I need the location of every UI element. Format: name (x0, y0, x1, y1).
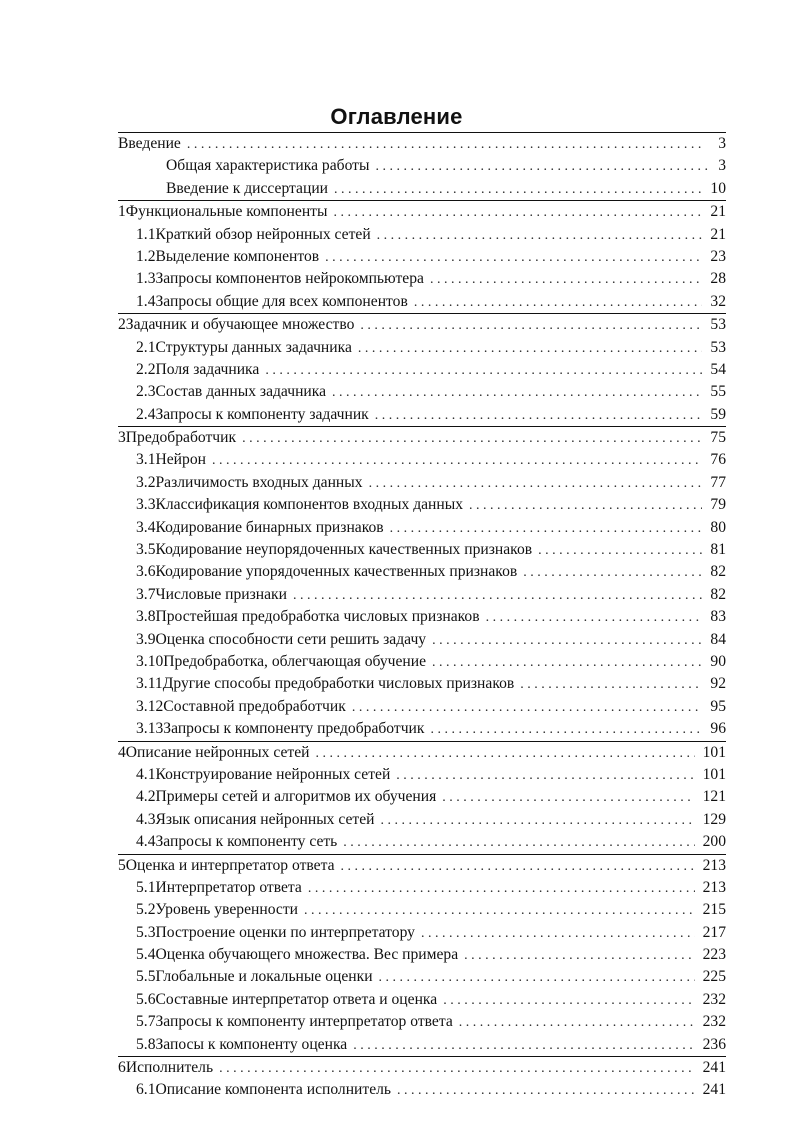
toc-number: 2 (118, 316, 126, 334)
toc-leader-dots (369, 473, 703, 495)
toc-title[interactable]: Запросы к компоненту интерпретатор ответа (155, 1013, 453, 1031)
toc-chapter-row[interactable] (118, 426, 726, 449)
toc-title[interactable]: Уровень уверенности (155, 901, 298, 919)
toc-number: 3.6 (136, 563, 156, 581)
toc-title[interactable]: Запросы к компоненту сеть (155, 833, 338, 851)
toc-page-number: 3 (718, 135, 726, 152)
toc-leader-dots (379, 967, 695, 989)
toc-page-number: 225 (702, 968, 726, 986)
toc-entry (136, 944, 726, 966)
toc-row[interactable] (118, 381, 726, 403)
toc-entry (136, 764, 726, 786)
toc-page-number: 95 (710, 697, 726, 715)
toc-entry (118, 1057, 726, 1079)
toc-leader-dots (352, 697, 703, 719)
toc-row[interactable] (118, 133, 726, 155)
toc-leader-dots (353, 1035, 694, 1057)
toc-entry (136, 246, 726, 268)
toc-title[interactable]: Запросы общие для всех компонентов (155, 292, 408, 310)
toc-chapter-row[interactable] (118, 200, 726, 223)
toc-number: 3.13 (136, 720, 164, 738)
toc-number: 6 (118, 1059, 126, 1077)
toc-entry (136, 989, 726, 1011)
toc-page-number: 79 (710, 496, 726, 514)
toc-title[interactable]: Построение оценки по интерпретатору (155, 923, 415, 941)
toc-row[interactable] (118, 449, 726, 471)
toc-number: 5.3 (136, 923, 156, 941)
toc-row[interactable] (118, 877, 726, 899)
toc-leader-dots (430, 269, 702, 291)
toc-entry (136, 494, 726, 516)
toc-row[interactable] (118, 359, 726, 381)
toc-row[interactable] (118, 809, 726, 831)
toc-entry (118, 314, 726, 336)
toc-title[interactable]: Кодирование бинарных признаков (155, 518, 384, 536)
toc-title[interactable]: Классификация компонентов входных данных (155, 496, 464, 514)
toc-leader-dots (375, 405, 703, 427)
toc-leader-dots (333, 202, 702, 224)
toc-row[interactable] (118, 989, 726, 1011)
toc-row[interactable] (118, 1011, 726, 1033)
toc-title[interactable]: Состав данных задачника (155, 383, 327, 401)
toc-entry (118, 201, 726, 223)
toc-title[interactable]: Язык описания нейронных сетей (155, 810, 375, 828)
toc-page-number: 10 (710, 179, 726, 197)
toc-page-number: 80 (710, 518, 726, 536)
toc-title[interactable]: Функциональные компоненты (125, 203, 328, 221)
toc-title[interactable]: Предобработка, облегчающая обучение (163, 652, 427, 670)
toc-entry (118, 133, 726, 155)
toc-entry (118, 427, 726, 449)
toc-leader-dots (360, 315, 702, 337)
toc-number: 2.2 (136, 360, 156, 378)
toc-number: 3.5 (136, 541, 156, 559)
toc-page-number: 59 (710, 405, 726, 423)
toc-number: 3.12 (136, 697, 164, 715)
toc-entry (136, 404, 726, 426)
toc-leader-dots (187, 134, 702, 156)
toc-page-number: 232 (702, 990, 726, 1008)
toc-page-number: 121 (702, 788, 726, 806)
toc-chapter-row[interactable] (118, 1056, 726, 1079)
toc-title[interactable]: Запросы к компоненту задачник (155, 405, 369, 423)
toc-leader-dots (464, 945, 694, 967)
toc-page-number: 101 (702, 743, 726, 761)
toc-number: 3.7 (136, 585, 156, 603)
toc-row[interactable] (118, 1034, 726, 1056)
toc-title[interactable]: Числовые признаки (155, 585, 287, 603)
toc-row[interactable] (118, 606, 726, 628)
toc-page-number: 83 (710, 608, 726, 626)
toc-number: 3.8 (136, 608, 156, 626)
toc-row[interactable] (118, 696, 726, 718)
toc-title[interactable]: Простейшая предобработка числовых признаков (155, 608, 480, 626)
toc-title[interactable]: Кодирование упорядоченных качественных признаков (155, 563, 518, 581)
toc-page-number: 21 (710, 203, 726, 221)
toc-leader-dots (377, 225, 703, 247)
toc-entry (166, 155, 726, 177)
toc-title[interactable]: Общая характеристика работы (166, 157, 370, 175)
toc-number: 3.3 (136, 496, 156, 514)
toc-row[interactable] (118, 786, 726, 808)
toc-row[interactable] (118, 966, 726, 988)
toc-number: 3.10 (136, 652, 164, 670)
toc-entry (136, 268, 726, 290)
toc-number: 3.11 (136, 675, 163, 693)
toc-page-number: 92 (710, 675, 726, 693)
toc-row[interactable] (118, 224, 726, 246)
toc-number: 5.6 (136, 990, 156, 1008)
toc-number: 4.4 (136, 833, 156, 851)
toc-entry (136, 359, 726, 381)
toc-page-number: 82 (710, 585, 726, 603)
toc-title[interactable]: Описание нейронных сетей (125, 743, 310, 761)
toc-leader-dots (242, 428, 702, 450)
toc-leader-dots (293, 585, 702, 607)
toc-page-number: 101 (702, 765, 726, 783)
toc-page-number: 23 (710, 247, 726, 265)
toc-leader-dots (212, 450, 702, 472)
toc-title[interactable]: Поля задачника (155, 360, 260, 378)
toc-leader-dots (486, 607, 703, 629)
toc-entry (136, 539, 726, 561)
toc-entry (136, 673, 726, 695)
toc-leader-dots (397, 1080, 695, 1102)
toc-title[interactable]: Запосы к компоненту оценка (155, 1035, 348, 1053)
toc-title[interactable]: Введение (118, 135, 181, 152)
toc-entry (136, 718, 726, 740)
toc-leader-dots (430, 719, 702, 741)
toc-number: 4 (118, 743, 126, 761)
toc-entry (136, 472, 726, 494)
toc-chapter-row[interactable] (118, 313, 726, 336)
toc-leader-dots (414, 292, 703, 314)
page-title: Оглавление (330, 104, 463, 129)
toc-entry (136, 899, 726, 921)
toc-row[interactable] (118, 718, 726, 740)
toc-title[interactable]: Структуры данных задачника (155, 338, 352, 356)
toc-leader-dots (396, 765, 694, 787)
toc-entry (136, 606, 726, 628)
toc-number: 6.1 (136, 1081, 156, 1099)
toc-row[interactable] (118, 629, 726, 651)
toc-title[interactable]: Другие способы предобработки числовых признаков (162, 675, 515, 693)
toc-number: 2.1 (136, 338, 156, 356)
toc-number: 1 (118, 203, 126, 221)
toc-row[interactable] (118, 337, 726, 359)
toc-page-number: 21 (710, 225, 726, 243)
toc-leader-dots (390, 518, 703, 540)
toc-row[interactable] (118, 178, 726, 200)
toc-row[interactable] (118, 673, 726, 695)
toc-leader-dots (325, 247, 702, 269)
toc-page-number: 77 (710, 473, 726, 491)
toc-entry (136, 291, 726, 313)
table-of-contents (118, 132, 726, 1102)
toc-leader-dots (432, 652, 702, 674)
toc-title[interactable]: Различимость входных данных (155, 473, 363, 491)
toc-leader-dots (308, 878, 695, 900)
toc-leader-dots (538, 540, 702, 562)
toc-leader-dots (459, 1012, 695, 1034)
toc-row[interactable] (118, 494, 726, 516)
toc-row[interactable] (118, 246, 726, 268)
toc-number: 1.4 (136, 292, 156, 310)
toc-number: 3.9 (136, 630, 156, 648)
toc-page-number: 32 (710, 292, 726, 310)
toc-title[interactable]: Составной предобработчик (163, 697, 346, 715)
toc-number: 5.1 (136, 878, 156, 896)
toc-title[interactable]: Оценка способности сети решить задачу (155, 630, 427, 648)
toc-entry (136, 831, 726, 853)
toc-page-number: 213 (702, 856, 726, 874)
toc-number: 4.3 (136, 810, 156, 828)
toc-number: 5.8 (136, 1035, 156, 1053)
toc-row[interactable] (118, 764, 726, 786)
toc-entry (136, 224, 726, 246)
toc-entry (136, 1034, 726, 1056)
toc-leader-dots (520, 674, 702, 696)
toc-leader-dots (334, 179, 702, 201)
toc-number: 5.4 (136, 946, 156, 964)
toc-row[interactable] (118, 584, 726, 606)
toc-chapter-row[interactable] (118, 741, 726, 764)
toc-title[interactable]: Оценка и интерпретатор ответа (125, 856, 335, 874)
toc-row[interactable] (118, 404, 726, 426)
toc-page-number: 75 (710, 429, 726, 447)
toc-page-number: 84 (710, 630, 726, 648)
toc-title[interactable]: Краткий обзор нейронных сетей (155, 225, 371, 243)
toc-number: 3.1 (136, 451, 156, 469)
toc-entry (136, 696, 726, 718)
toc-entry (136, 1011, 726, 1033)
toc-entry (136, 629, 726, 651)
toc-leader-dots (341, 856, 695, 878)
toc-leader-dots (304, 900, 695, 922)
toc-page-number: 217 (702, 923, 726, 941)
toc-leader-dots (219, 1058, 695, 1080)
toc-page-number: 241 (702, 1081, 726, 1099)
toc-leader-dots (469, 495, 702, 517)
toc-leader-dots (265, 360, 702, 382)
toc-leader-dots (443, 990, 694, 1012)
toc-page-number: 28 (710, 270, 726, 288)
toc-number: 4.1 (136, 765, 156, 783)
toc-leader-dots (375, 156, 707, 178)
toc-number: 5.2 (136, 901, 156, 919)
toc-entry (136, 809, 726, 831)
toc-page-number: 90 (710, 652, 726, 670)
toc-page-number: 53 (710, 338, 726, 356)
toc-title[interactable]: Оценка обучающего множества. Вес примера (155, 946, 459, 964)
toc-title[interactable]: Предобработчик (125, 429, 237, 447)
toc-page-number: 236 (702, 1035, 726, 1053)
toc-page-number: 96 (710, 720, 726, 738)
toc-leader-dots (432, 630, 702, 652)
toc-number: 1.2 (136, 247, 156, 265)
toc-entry (118, 742, 726, 764)
toc-page-number: 215 (702, 901, 726, 919)
toc-title[interactable]: Выделение компонентов (155, 247, 320, 265)
toc-row[interactable] (118, 944, 726, 966)
toc-page-number: 81 (710, 541, 726, 559)
toc-number: 3 (118, 429, 126, 447)
toc-entry (136, 381, 726, 403)
toc-title[interactable]: Запросы компонентов нейрокомпьютера (155, 270, 424, 288)
toc-row[interactable] (118, 517, 726, 539)
toc-entry (136, 584, 726, 606)
toc-page-number: 82 (710, 563, 726, 581)
toc-title[interactable]: Глобальные и локальные оценки (155, 968, 373, 986)
toc-title[interactable]: Запросы к компоненту предобработчик (163, 720, 425, 738)
toc-row[interactable] (118, 291, 726, 313)
toc-row[interactable] (118, 831, 726, 853)
toc-leader-dots (332, 382, 702, 404)
toc-title[interactable]: Составные интерпретатор ответа и оценка (155, 990, 438, 1008)
toc-page-number: 213 (702, 878, 726, 896)
toc-number: 1.1 (136, 225, 156, 243)
toc-page-number: 3 (718, 157, 726, 175)
toc-entry (136, 877, 726, 899)
toc-page-number: 54 (710, 360, 726, 378)
toc-title[interactable]: Задачник и обучающее множество (125, 316, 355, 334)
toc-page-number: 55 (710, 383, 726, 401)
toc-number: 5 (118, 856, 126, 874)
toc-number: 4.2 (136, 788, 156, 806)
toc-number: 3.2 (136, 473, 156, 491)
toc-number: 3.4 (136, 518, 156, 536)
toc-title[interactable]: Введение к диссертации (166, 179, 329, 197)
toc-number: 5.7 (136, 1013, 156, 1031)
toc-title[interactable]: Кодирование неупорядоченных качественных признаков (155, 541, 533, 559)
toc-row[interactable] (118, 155, 726, 177)
toc-page-number: 232 (702, 1013, 726, 1031)
toc-row[interactable] (118, 268, 726, 290)
toc-row[interactable] (118, 539, 726, 561)
toc-row[interactable] (118, 651, 726, 673)
toc-entry (136, 449, 726, 471)
toc-entry (136, 786, 726, 808)
toc-row[interactable] (118, 899, 726, 921)
toc-leader-dots (523, 562, 702, 584)
toc-page-number: 241 (702, 1059, 726, 1077)
toc-page-number: 129 (702, 810, 726, 828)
toc-entry (136, 966, 726, 988)
toc-title[interactable]: Описание компонента исполнитель (155, 1081, 392, 1099)
toc-leader-dots (358, 338, 703, 360)
toc-row[interactable] (118, 922, 726, 944)
toc-number: 2.4 (136, 405, 156, 423)
toc-page-number: 76 (710, 451, 726, 469)
toc-number: 2.3 (136, 383, 156, 401)
toc-entry (136, 561, 726, 583)
toc-entry (136, 1079, 726, 1101)
toc-title[interactable]: Исполнитель (125, 1059, 214, 1077)
toc-page-number: 53 (710, 316, 726, 334)
toc-leader-dots (442, 787, 694, 809)
toc-page-number: 200 (702, 833, 726, 851)
toc-leader-dots (380, 810, 694, 832)
toc-leader-dots (421, 923, 695, 945)
toc-leader-dots (343, 832, 694, 854)
toc-title[interactable]: Конструирование нейронных сетей (155, 765, 391, 783)
toc-entry (136, 517, 726, 539)
toc-row[interactable] (118, 1079, 726, 1101)
toc-row[interactable] (118, 472, 726, 494)
toc-row[interactable] (118, 561, 726, 583)
toc-number: 1.3 (136, 270, 156, 288)
toc-title[interactable]: Нейрон (155, 451, 206, 469)
toc-number: 5.5 (136, 968, 156, 986)
toc-chapter-row[interactable] (118, 854, 726, 877)
toc-title[interactable]: Интерпретатор ответа (155, 878, 302, 896)
toc-page-number: 223 (702, 946, 726, 964)
toc-title[interactable]: Примеры сетей и алгоритмов их обучения (155, 788, 437, 806)
toc-entry (136, 651, 726, 673)
toc-entry (136, 337, 726, 359)
toc-leader-dots (315, 743, 694, 765)
toc-entry (136, 922, 726, 944)
toc-entry (166, 178, 726, 200)
toc-entry (118, 855, 726, 877)
